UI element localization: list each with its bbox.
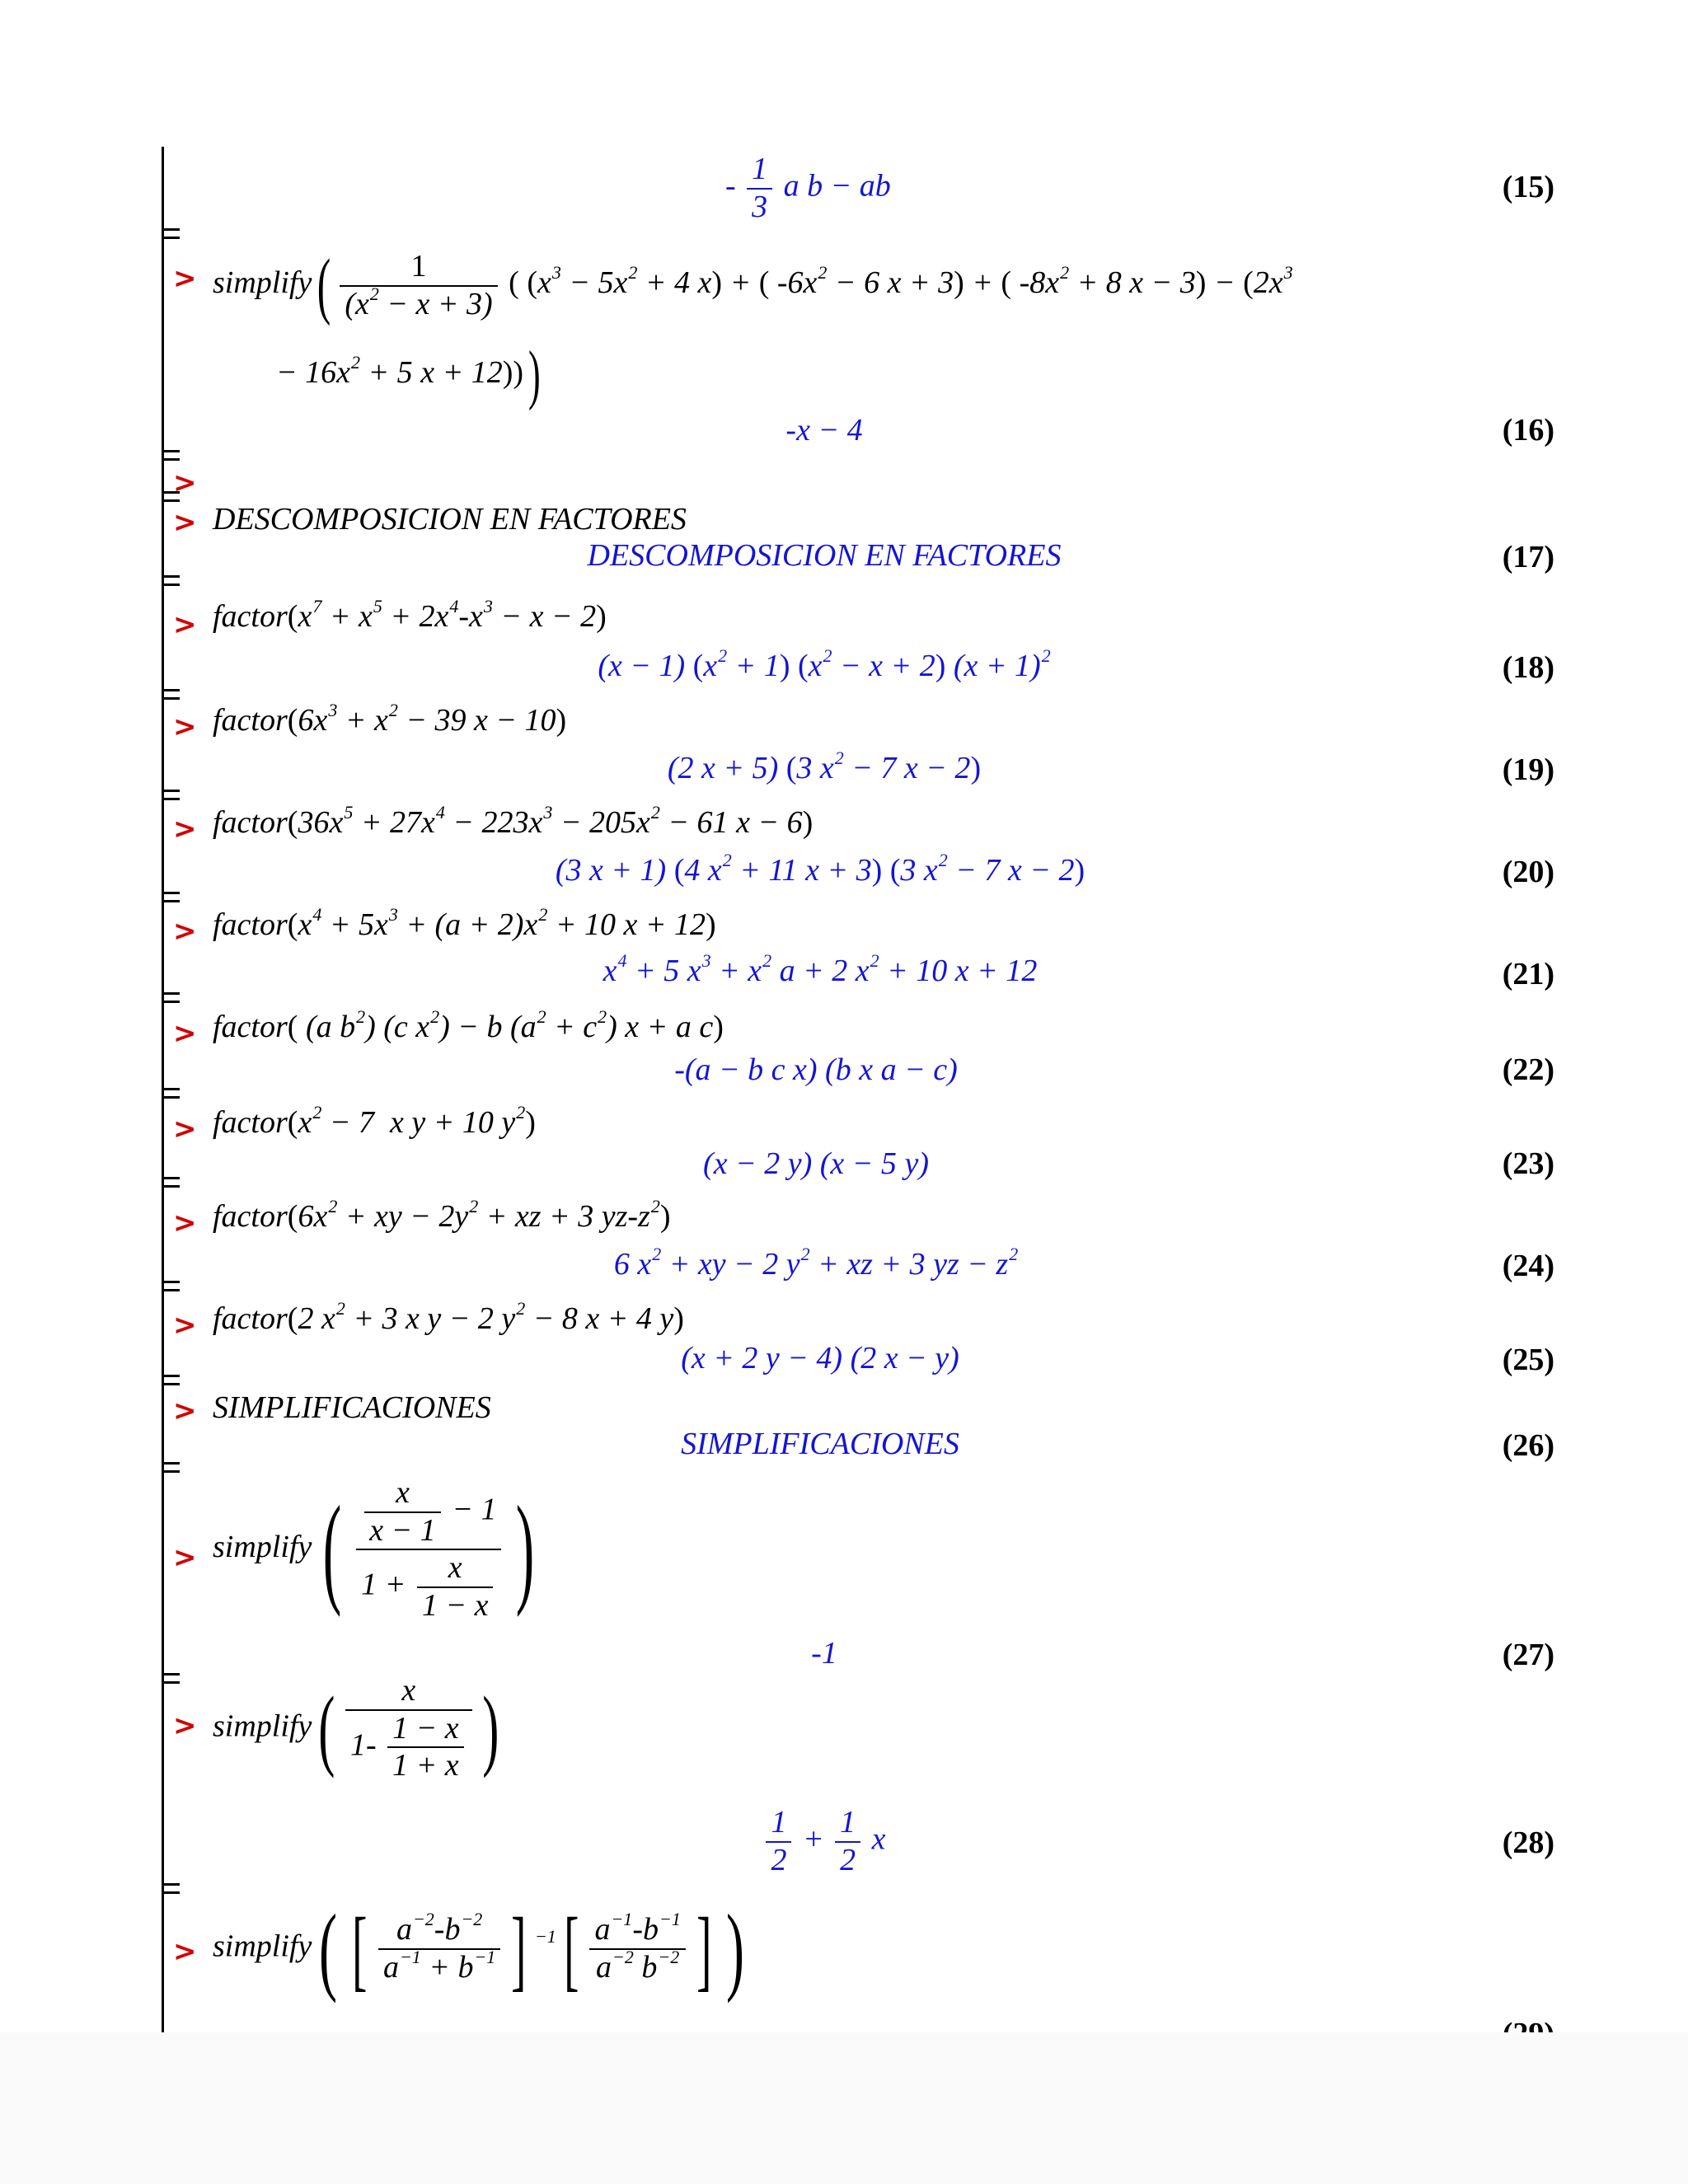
prompt-marker: > — [173, 915, 197, 948]
input-16-continued: − $16x^2 + 5$ x + 12))) — [276, 339, 541, 411]
input-29[interactable]: simplify( [ $\frac{a^{-2}-b^{-2}}{a^{-1} + b^{-1}}$ ] $^{-1}$[ $\frac{a^{-1}-b^{-1}}{a^{-2} b^{-2}}$ ] ) — [213, 1894, 745, 2004]
input-21[interactable]: $factor(x^4 + 5x^3 + (a + 2)x^2 + 10$ x + 12) — [213, 904, 716, 942]
prompt-marker: > — [173, 1309, 197, 1342]
equation-label-18: (18) — [1502, 650, 1554, 685]
prompt-marker: > — [173, 1935, 197, 1968]
prompt-marker: > — [173, 1709, 197, 1742]
worksheet-left-rule — [162, 147, 164, 2034]
prompt-marker: > — [173, 1394, 197, 1427]
group-bracket — [162, 1470, 180, 1473]
group-bracket — [162, 689, 180, 691]
equation-label-25: (25) — [1502, 1343, 1554, 1377]
prompt-marker: > — [173, 813, 197, 846]
group-bracket — [162, 583, 180, 586]
group-bracket — [162, 900, 180, 902]
prompt-marker: > — [173, 608, 197, 641]
group-bracket — [162, 1088, 180, 1090]
prompt-marker: > — [173, 506, 197, 539]
prompt-marker: > — [173, 1113, 197, 1146]
group-bracket — [162, 1383, 180, 1385]
input-17[interactable]: DESCOMPOSICION EN FACTORES — [213, 502, 687, 537]
equation-label-21: (21) — [1502, 957, 1554, 991]
input-22[interactable]: factor( (a $b^2$) (c $x^2) - b$ $(a^2 + c^2) x + a$ c) — [213, 1006, 724, 1044]
output-19: (2 x + 5) (3 $x^2 - 7$ x − 2) — [667, 748, 982, 785]
input-18[interactable]: $factor(x^7 + x^5 + 2x^4-x^3 - x - 2)$ — [213, 596, 607, 634]
group-bracket — [162, 1375, 180, 1377]
equation-label-26: (26) — [1502, 1428, 1554, 1463]
input-25[interactable]: factor(2 $x^2 + 3$ x y − 2 $y^2 - 8$ x + 4 y) — [213, 1298, 684, 1336]
group-bracket — [162, 228, 180, 231]
output-26: SIMPLIFICACIONES — [681, 1427, 959, 1461]
group-bracket — [162, 237, 180, 239]
group-bracket — [162, 1462, 180, 1465]
group-bracket — [162, 1001, 180, 1003]
equation-label-17: (17) — [1502, 540, 1554, 574]
group-bracket — [162, 458, 180, 461]
group-bracket — [162, 1891, 180, 1894]
prompt-marker: > — [173, 1541, 197, 1574]
output-15: - $\frac{1}{3}$ a b − ab — [725, 152, 891, 224]
output-23: (x − 2 y) (x − 5 y) — [703, 1146, 929, 1181]
page-cutoff — [0, 2032, 1688, 2184]
group-bracket — [162, 992, 180, 995]
equation-label-27: (27) — [1502, 1638, 1554, 1672]
input-27[interactable]: simplify( $\frac{x}{x - 1}$ − 1 1 + $\frac{x}{1 - x}$ ) — [213, 1475, 535, 1624]
group-bracket — [162, 790, 180, 792]
equation-label-15: (15) — [1502, 170, 1554, 204]
output-21: $x^4 + 5$ $x^3 + x^2$ a + 2 $x^2 + 10$ x + 12 — [603, 950, 1038, 988]
group-bracket — [162, 575, 180, 578]
group-bracket — [162, 1883, 180, 1886]
group-bracket — [162, 1289, 180, 1291]
input-16[interactable]: simplify( $\frac{1}{(x^2 - x + 3)}$ ( ($x^3 - 5x^2 + 4$ x) + ( $-6x^2 - 6$ x + 3) + ( $-8x^2 + 8$ $x - 3) - (2x^3$ — [213, 245, 1293, 326]
group-bracket — [162, 1681, 180, 1684]
input-20[interactable]: $factor(36x^5 + 27x^4 - 223x^3 - 205x^2 - 61$ x − 6) — [213, 802, 814, 840]
equation-label-16: (16) — [1502, 413, 1554, 448]
group-bracket — [162, 798, 180, 800]
group-bracket — [162, 1673, 180, 1675]
input-19[interactable]: $factor(6x^3 + x^2 - 39$ x − 10) — [213, 700, 567, 738]
group-bracket — [162, 1177, 180, 1179]
equation-label-20: (20) — [1502, 855, 1554, 889]
input-28[interactable]: simplify( x 1- $\frac{1 - x}{1 + x}$ ) — [213, 1673, 499, 1783]
output-20: (3 x + 1) (4 $x^2 + 11$ x + 3) (3 $x^2 - 7$ x − 2) — [555, 850, 1085, 888]
output-22: -(a − b c x) (b x a − c) — [674, 1052, 958, 1087]
prompt-marker: > — [173, 262, 197, 295]
prompt-marker: > — [173, 1207, 197, 1240]
output-27: -1 — [811, 1636, 837, 1671]
output-17: DESCOMPOSICION EN FACTORES — [587, 538, 1062, 573]
equation-label-23: (23) — [1502, 1146, 1554, 1181]
prompt-marker: > — [173, 710, 197, 743]
group-bracket — [162, 1281, 180, 1283]
prompt-marker: > — [173, 466, 197, 499]
prompt-marker: > — [173, 1017, 197, 1050]
group-bracket — [162, 697, 180, 700]
group-bracket — [162, 450, 180, 452]
output-16: -x − 4 — [785, 413, 863, 448]
group-bracket — [162, 1185, 180, 1188]
output-25: (x + 2 y − 4) (2 x − y) — [681, 1341, 959, 1376]
equation-label-24: (24) — [1502, 1249, 1554, 1283]
group-bracket — [162, 1096, 180, 1099]
output-18: (x − 1) $(x^2 + 1) (x^2 - x + 2) (x + 1)^2$ — [598, 645, 1051, 683]
output-24: 6 $x^2$ + xy − 2 $y^2$ + xz + 3 yz − $z^2$ — [613, 1244, 1019, 1282]
output-28: $\frac{1}{2}$ + $\frac{1}{2}$ x — [742, 1805, 907, 1878]
equation-label-28: (28) — [1502, 1825, 1554, 1860]
group-bracket — [162, 499, 180, 502]
equation-label-22: (22) — [1502, 1052, 1554, 1087]
input-24[interactable]: $factor(6x^2$ + xy − $2y^2$ + xz + 3 $yz-z^2$) — [213, 1196, 671, 1234]
input-26[interactable]: SIMPLIFICACIONES — [213, 1390, 491, 1425]
equation-label-19: (19) — [1502, 752, 1554, 787]
input-23[interactable]: $factor(x^2 - 7$ x y + 10 $y^2$) — [213, 1102, 536, 1140]
group-bracket — [162, 892, 180, 894]
